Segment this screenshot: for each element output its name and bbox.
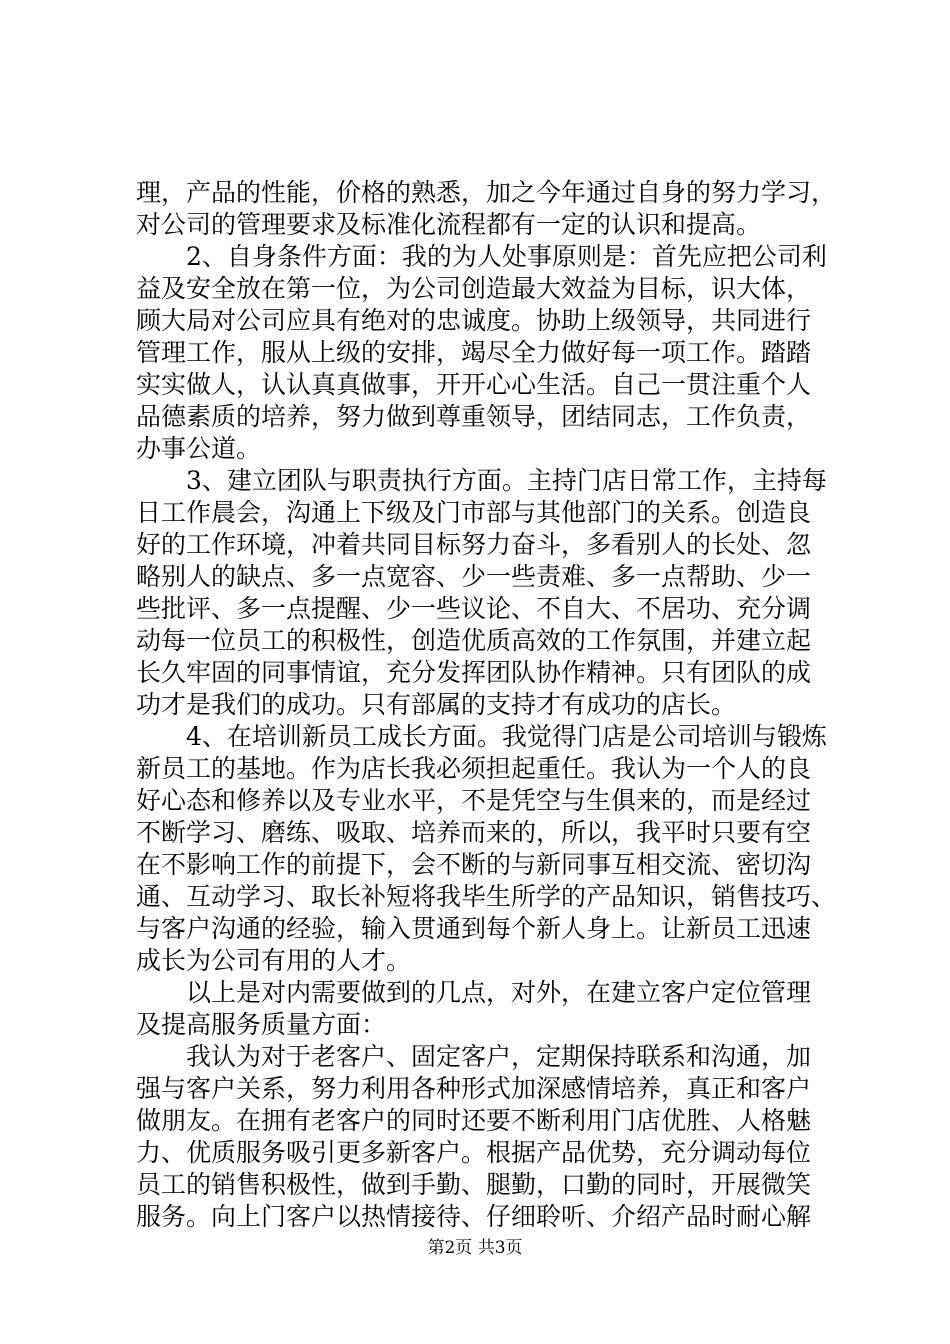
text-line: 些批评、多一点提醒、少一些议论、不自大、不居功、充分调 xyxy=(136,594,812,623)
text-line: 不断学习、磨练、吸取、培养而来的，所以，我平时只要有空 xyxy=(136,818,812,847)
text-line: 办事公道。 xyxy=(136,434,262,463)
text-line: 以上是对内需要做到的几点，对外，在建立客户定位管理 xyxy=(136,978,812,1007)
text-line: 3、建立团队与职责执行方面。主持门店日常工作，主持每 xyxy=(136,466,827,495)
text-line: 功才是我们的成功。只有部属的支持才有成功的店长。 xyxy=(136,690,737,719)
text-line: 品德素质的培养，努力做到尊重领导，团结同志，工作负责， xyxy=(136,402,812,431)
text-line: 员工的销售积极性，做到手勤、腿勤，口勤的同时，开展微笑 xyxy=(136,1170,812,1199)
text-line: 我认为对于老客户、固定客户，定期保持联系和沟通，加 xyxy=(136,1042,812,1071)
text-line: 新员工的基地。作为店长我必须担起重任。我认为一个人的良 xyxy=(136,754,812,783)
text-line: 顾大局对公司应具有绝对的忠诚度。协助上级领导，共同进行 xyxy=(136,306,812,335)
text-line: 2、自身条件方面：我的为人处事原则是：首先应把公司利 xyxy=(136,242,827,271)
text-line: 及提高服务质量方面： xyxy=(136,1010,387,1039)
text-line: 成长为公司有用的人才。 xyxy=(136,946,412,975)
text-line: 管理工作，服从上级的安排，竭尽全力做好每一项工作。踏踏 xyxy=(136,338,812,367)
text-line: 好的工作环境，冲着共同目标努力奋斗，多看别人的长处、忽 xyxy=(136,530,812,559)
text-line: 力、优质服务吸引更多新客户。根据产品优势，充分调动每位 xyxy=(136,1138,812,1167)
text-line: 做朋友。在拥有老客户的同时还要不断利用门店优胜、人格魅 xyxy=(136,1106,812,1135)
text-line: 理，产品的性能，价格的熟悉，加之今年通过自身的努力学习， xyxy=(136,178,836,207)
text-line: 在不影响工作的前提下，会不断的与新同事互相交流、密切沟 xyxy=(136,850,812,879)
text-line: 益及安全放在第一位，为公司创造最大效益为目标，识大体， xyxy=(136,274,812,303)
text-line: 略别人的缺点、多一点宽容、少一些责难、多一点帮助、少一 xyxy=(136,562,812,591)
text-line: 与客户沟通的经验，输入贯通到每个新人身上。让新员工迅速 xyxy=(136,914,812,943)
page-number-footer: 第2页 共3页 xyxy=(427,1238,523,1258)
text-line: 实实做人，认认真真做事，开开心心生活。自己一贯注重个人 xyxy=(136,370,812,399)
text-line: 4、在培训新员工成长方面。我觉得门店是公司培训与锻炼 xyxy=(136,722,827,751)
text-line: 长久牢固的同事情谊，充分发挥团队协作精神。只有团队的成 xyxy=(136,658,812,687)
text-line: 对公司的管理要求及标准化流程都有一定的认识和提高。 xyxy=(136,210,762,239)
text-line: 日工作晨会，沟通上下级及门市部与其他部门的关系。创造良 xyxy=(136,498,812,527)
text-line: 服务。向上门客户以热情接待、仔细聆听、介绍产品时耐心解 xyxy=(136,1202,812,1231)
text-line: 动每一位员工的积极性，创造优质高效的工作氛围，并建立起 xyxy=(136,626,812,655)
text-line: 好心态和修养以及专业水平，不是凭空与生俱来的，而是经过 xyxy=(136,786,812,815)
text-line: 强与客户关系，努力利用各种形式加深感情培养，真正和客户 xyxy=(136,1074,812,1103)
text-line: 通、互动学习、取长补短将我毕生所学的产品知识，销售技巧、 xyxy=(136,882,836,911)
